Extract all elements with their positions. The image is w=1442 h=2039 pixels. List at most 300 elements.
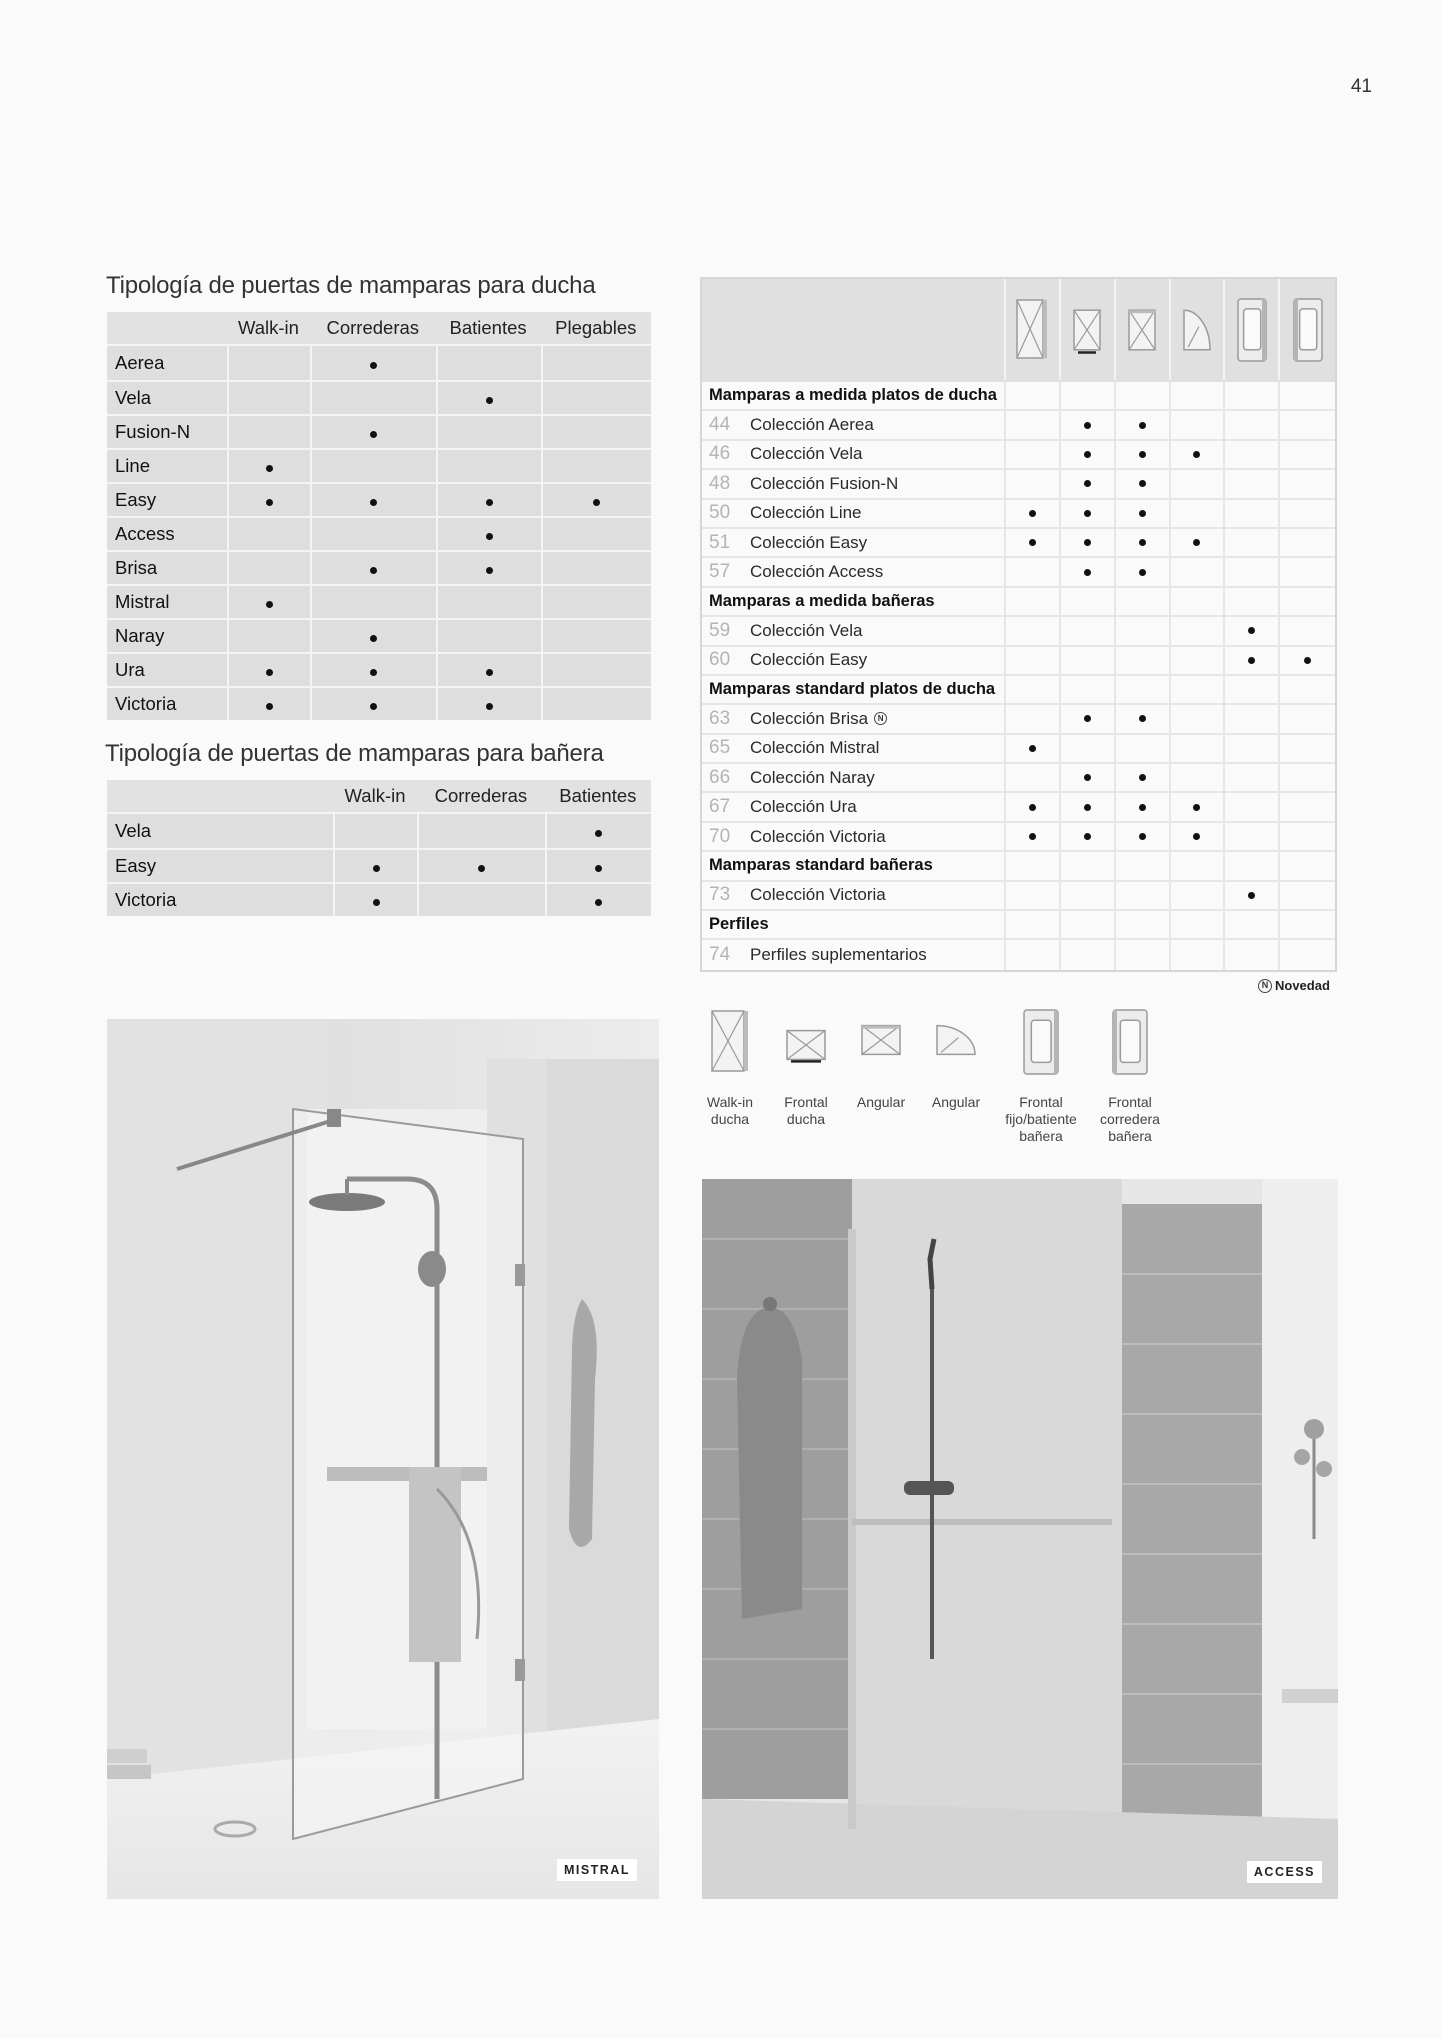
bullet-mark [595,830,602,837]
bullet-mark [1029,804,1036,811]
catalog-mark-cell [1280,617,1335,644]
mark-cell [333,882,417,916]
bullet-mark [1084,774,1091,781]
catalog-mark-cell [1061,500,1116,527]
novedad-icon: N [1258,979,1272,993]
catalog-collection-name: Colección Easy [750,650,868,670]
mark-cell [436,482,541,516]
catalog-mark-cell [1006,940,1061,969]
table-row [107,448,651,482]
bullet-mark [370,635,377,642]
legend-label: Angular [856,1094,906,1110]
catalog-mark-cell [1225,793,1280,820]
ducha-table-title: Tipología de puertas de mamparas para ducha [106,272,596,299]
catalog-mark-cell [1171,882,1226,909]
catalog-mark-cell [1006,500,1061,527]
bullet-mark [370,669,377,676]
catalog-mark-cell [1061,911,1116,938]
catalog-item-label [702,793,1006,820]
mark-cell [310,686,436,720]
mark-cell [310,516,436,550]
catalog-mark-cell [1171,617,1226,644]
bullet-mark [1139,774,1146,781]
catalog-mark-cell [1225,588,1280,615]
catalog-mark-cell [1061,764,1116,791]
mark-cell [227,516,310,550]
catalog-item-row [702,441,1335,470]
table-row [107,482,651,516]
bullet-mark [1139,480,1146,487]
table-row [107,686,651,720]
catalog-item-label [702,411,1006,438]
catalog-mark-cell [1171,500,1226,527]
column-header-correderas: Correderas [310,312,436,346]
bullet-mark [486,703,493,710]
catalog-page-number: 60 [709,649,731,671]
catalog-mark-cell [1280,793,1335,820]
row-name: Victoria [107,882,333,916]
mark-cell [310,380,436,414]
bullet-mark [1029,539,1036,546]
table-row [107,380,651,414]
catalog-collection-name: Colección Victoria [750,826,886,846]
catalog-collection-name: Colección Access [750,562,884,582]
catalog-mark-cell [1116,500,1171,527]
bullet-mark [370,431,377,438]
catalog-mark-cell [1061,882,1116,909]
catalog-mark-cell [1280,470,1335,497]
catalog-page-number: 73 [709,884,731,906]
catalog-mark-cell [1116,470,1171,497]
table-row [107,346,651,380]
catalog-mark-cell [1225,647,1280,674]
angular-round-shower-icon [1171,279,1226,380]
mark-cell [227,482,310,516]
catalog-page-number: 44 [709,414,731,436]
catalog-collection-name: Colección Brisa [750,708,869,728]
catalog-collection-name: Colección Vela [750,620,863,640]
catalog-group-label: Mamparas a medida bañeras [702,588,1006,615]
catalog-mark-cell [1061,411,1116,438]
catalog-mark-cell [1006,852,1061,879]
catalog-mark-cell [1006,764,1061,791]
bullet-mark [1193,451,1200,458]
catalog-mark-cell [1225,500,1280,527]
catalog-item-row [702,823,1335,852]
catalog-mark-cell [1061,705,1116,732]
mark-cell [333,848,417,882]
catalog-mark-cell [1171,823,1226,850]
catalog-mark-cell [1061,558,1116,585]
collection-catalog-table [700,277,1337,972]
mark-cell [541,652,651,686]
catalog-page-number: 59 [709,619,731,641]
table-row [107,516,651,550]
catalog-mark-cell [1171,735,1226,762]
bullet-mark [593,499,600,506]
mark-cell [310,618,436,652]
bullet-mark [1029,833,1036,840]
catalog-mark-cell [1006,529,1061,556]
catalog-mark-cell [1280,411,1335,438]
catalog-mark-cell [1171,911,1226,938]
catalog-page-number: 63 [709,707,731,729]
catalog-mark-cell [1116,676,1171,703]
mark-cell [545,882,651,916]
row-name: Easy [107,848,333,882]
table-row [107,584,651,618]
catalog-mark-cell [1225,764,1280,791]
bullet-mark [370,499,377,506]
catalog-mark-cell [1061,617,1116,644]
catalog-mark-cell [1116,882,1171,909]
bullet-mark [1084,569,1091,576]
catalog-mark-cell [1225,441,1280,468]
access-shower-image [702,1179,1338,1899]
catalog-item-label [702,882,1006,909]
bullet-mark [1248,627,1255,634]
mistral-photo [107,1019,659,1899]
catalog-mark-cell [1116,940,1171,969]
mistral-shower-image [107,1019,659,1899]
catalog-collection-name: Colección Mistral [750,738,880,758]
catalog-mark-cell [1116,411,1171,438]
mark-cell [436,584,541,618]
catalog-mark-cell [1225,705,1280,732]
mark-cell [541,516,651,550]
angular-shower-icon [1116,279,1171,380]
bullet-mark [486,397,493,404]
mark-cell [227,414,310,448]
catalog-group-label: Mamparas a medida platos de ducha [702,382,1006,409]
catalog-collection-name: Colección Ura [750,797,857,817]
catalog-mark-cell [1006,382,1061,409]
bullet-mark [1139,715,1146,722]
catalog-item-row [702,647,1335,676]
mark-cell [227,380,310,414]
bullet-mark [486,499,493,506]
catalog-mark-cell [1061,382,1116,409]
frontal-sliding-bath-icon [1280,279,1335,380]
catalog-collection-name: Colección Naray [750,767,875,787]
catalog-item-row [702,558,1335,587]
mark-cell [310,414,436,448]
mark-cell [227,618,310,652]
catalog-mark-cell [1225,382,1280,409]
mark-cell [436,516,541,550]
catalog-mark-cell [1116,735,1171,762]
catalog-header-corner [702,279,1006,380]
bullet-mark [595,899,602,906]
catalog-mark-cell [1225,940,1280,969]
catalog-mark-cell [1006,470,1061,497]
bullet-mark [1193,833,1200,840]
bullet-mark [1029,510,1036,517]
catalog-group-row [702,852,1335,881]
bullet-mark [370,703,377,710]
catalog-item-label [702,470,1006,497]
row-name: Victoria [107,686,227,720]
catalog-mark-cell [1225,617,1280,644]
catalog-mark-cell [1061,823,1116,850]
access-caption: ACCESS [1247,1861,1322,1883]
table-row [107,618,651,652]
catalog-collection-name: Colección Victoria [750,885,886,905]
mark-cell [227,448,310,482]
catalog-mark-cell [1061,441,1116,468]
bullet-mark [486,669,493,676]
mark-cell [541,380,651,414]
catalog-mark-cell [1280,676,1335,703]
catalog-mark-cell [1116,617,1171,644]
catalog-page-number: 57 [709,561,731,583]
catalog-mark-cell [1171,676,1226,703]
catalog-mark-cell [1061,676,1116,703]
mark-cell [227,584,310,618]
table-row [107,414,651,448]
catalog-mark-cell [1225,823,1280,850]
mark-cell [541,686,651,720]
mark-cell [436,550,541,584]
mark-cell [541,346,651,380]
catalog-mark-cell [1006,705,1061,732]
catalog-mark-cell [1171,382,1226,409]
corner-header-cell [107,780,333,814]
catalog-mark-cell [1006,793,1061,820]
catalog-item-row [702,705,1335,734]
bullet-mark [1248,657,1255,664]
catalog-mark-cell [1171,764,1226,791]
catalog-mark-cell [1280,882,1335,909]
frontal-sliding-bath-icon [1080,1008,1180,1078]
access-photo [702,1179,1338,1899]
mark-cell [541,584,651,618]
mark-cell [417,814,545,848]
catalog-page-number: 50 [709,502,731,524]
catalog-page-number: 46 [709,443,731,465]
bullet-mark [1139,569,1146,576]
catalog-collection-name: Perfiles suplementarios [750,945,927,965]
catalog-mark-cell [1116,911,1171,938]
column-header-plegables: Plegables [541,312,651,346]
mark-cell [310,448,436,482]
catalog-mark-cell [1171,588,1226,615]
catalog-item-row [702,793,1335,822]
catalog-item-row [702,470,1335,499]
catalog-mark-cell [1006,411,1061,438]
catalog-mark-cell [1171,705,1226,732]
bullet-mark [1193,539,1200,546]
catalog-item-row [702,882,1335,911]
bullet-mark [373,865,380,872]
table-row [107,848,651,882]
catalog-collection-name: Colección Vela [750,444,863,464]
bullet-mark [266,499,273,506]
novedad-legend [1258,978,1330,993]
catalog-mark-cell [1171,441,1226,468]
catalog-mark-cell [1061,647,1116,674]
catalog-mark-cell [1280,382,1335,409]
bullet-mark [478,865,485,872]
catalog-mark-cell [1225,882,1280,909]
catalog-mark-cell [1006,882,1061,909]
mark-cell [436,346,541,380]
catalog-mark-cell [1061,470,1116,497]
mark-cell [227,550,310,584]
row-name: Vela [115,820,152,841]
catalog-item-label [702,940,1006,969]
catalog-group-label: Mamparas standard platos de ducha [702,676,1006,703]
catalog-item-row [702,735,1335,764]
catalog-mark-cell [1116,823,1171,850]
catalog-item-label [702,823,1006,850]
catalog-page-number: 48 [709,472,731,494]
bullet-mark [1139,510,1146,517]
catalog-mark-cell [1280,705,1335,732]
bullet-mark [373,899,380,906]
frontal-fixed-bath-icon [1225,279,1280,380]
legend-label: Frontal ducha [784,1094,828,1127]
legend-label: Frontal corredera bañera [1100,1094,1160,1144]
bullet-mark [1248,892,1255,899]
mark-cell [227,652,310,686]
mark-cell [417,848,545,882]
mark-cell [436,686,541,720]
column-header-correderas: Correderas [417,780,545,814]
mark-cell [541,550,651,584]
catalog-mark-cell [1171,647,1226,674]
catalog-group-row [702,382,1335,411]
mark-cell [436,652,541,686]
catalog-mark-cell [1280,911,1335,938]
catalog-mark-cell [1116,382,1171,409]
catalog-group-row [702,911,1335,940]
catalog-mark-cell [1280,441,1335,468]
catalog-mark-cell [1061,852,1116,879]
walk-in-shower-icon [1006,279,1061,380]
catalog-item-row [702,411,1335,440]
bullet-mark [1084,539,1091,546]
column-header-batientes: Batientes [545,780,651,814]
catalog-mark-cell [1061,735,1116,762]
catalog-mark-cell [1061,940,1116,969]
row-name: Mistral [107,584,227,618]
catalog-group-label: Perfiles [702,911,1006,938]
catalog-item-row [702,617,1335,646]
catalog-mark-cell [1225,735,1280,762]
legend-item [1080,1008,1180,1145]
row-name: Aerea [115,352,165,373]
bullet-mark [1084,804,1091,811]
banera-table-title: Tipología de puertas de mamparas para bañera [105,740,604,767]
banera-typology-table [107,780,651,916]
catalog-mark-cell [1280,852,1335,879]
catalog-mark-cell [1116,558,1171,585]
mark-cell [436,448,541,482]
catalog-page-number: 65 [709,737,731,759]
catalog-page-number: 70 [709,825,731,847]
column-header-batientes: Batientes [436,312,541,346]
catalog-mark-cell [1171,470,1226,497]
catalog-item-label [702,558,1006,585]
catalog-item-row [702,529,1335,558]
bullet-mark [486,533,493,540]
mark-cell [541,414,651,448]
catalog-item-label [702,441,1006,468]
bullet-mark [486,567,493,574]
catalog-mark-cell [1280,558,1335,585]
catalog-mark-cell [1171,411,1226,438]
bullet-mark [1139,804,1146,811]
catalog-mark-cell [1171,529,1226,556]
catalog-item-label [702,529,1006,556]
mark-cell [541,448,651,482]
catalog-mark-cell [1225,911,1280,938]
catalog-mark-cell [1225,852,1280,879]
catalog-mark-cell [1171,852,1226,879]
catalog-mark-cell [1280,500,1335,527]
mark-cell [310,584,436,618]
row-name: Easy [107,482,227,516]
mark-cell [541,618,651,652]
catalog-collection-name: Colección Aerea [750,415,874,435]
row-name: Access [107,516,227,550]
table-row [107,652,651,686]
row-name: Vela [107,380,227,414]
catalog-mark-cell [1006,735,1061,762]
bullet-mark [1304,657,1311,664]
mark-cell [436,380,541,414]
row-name: Fusion-N [107,414,227,448]
catalog-mark-cell [1006,558,1061,585]
bullet-mark [595,865,602,872]
catalog-mark-cell [1280,588,1335,615]
bullet-mark [370,362,377,369]
page-number: 41 [1350,76,1372,97]
catalog-item-label [702,647,1006,674]
catalog-mark-cell [1280,735,1335,762]
corner-header-cell [107,312,227,346]
row-name: Ura [107,652,227,686]
catalog-mark-cell [1116,852,1171,879]
mark-cell [310,346,436,380]
bullet-mark [1084,422,1091,429]
mark-cell [310,652,436,686]
mark-cell [310,482,436,516]
catalog-mark-cell [1116,705,1171,732]
ducha-typology-table [107,312,651,720]
bullet-mark [1084,480,1091,487]
catalog-item-label [702,705,1006,732]
novedad-label: Novedad [1275,978,1330,993]
novedad-badge-icon: N [874,712,887,725]
catalog-mark-cell [1061,529,1116,556]
bullet-mark [266,465,273,472]
catalog-mark-cell [1116,441,1171,468]
bullet-mark [1084,451,1091,458]
table-row [107,882,651,916]
legend-label: Angular [931,1094,981,1110]
catalog-mark-cell [1280,529,1335,556]
catalog-mark-cell [1006,588,1061,615]
column-header-walk-in: Walk-in [333,780,417,814]
catalog-mark-cell [1116,764,1171,791]
catalog-mark-cell [1225,470,1280,497]
catalog-item-row [702,500,1335,529]
bullet-mark [1139,833,1146,840]
catalog-item-label [702,617,1006,644]
catalog-mark-cell [1006,441,1061,468]
